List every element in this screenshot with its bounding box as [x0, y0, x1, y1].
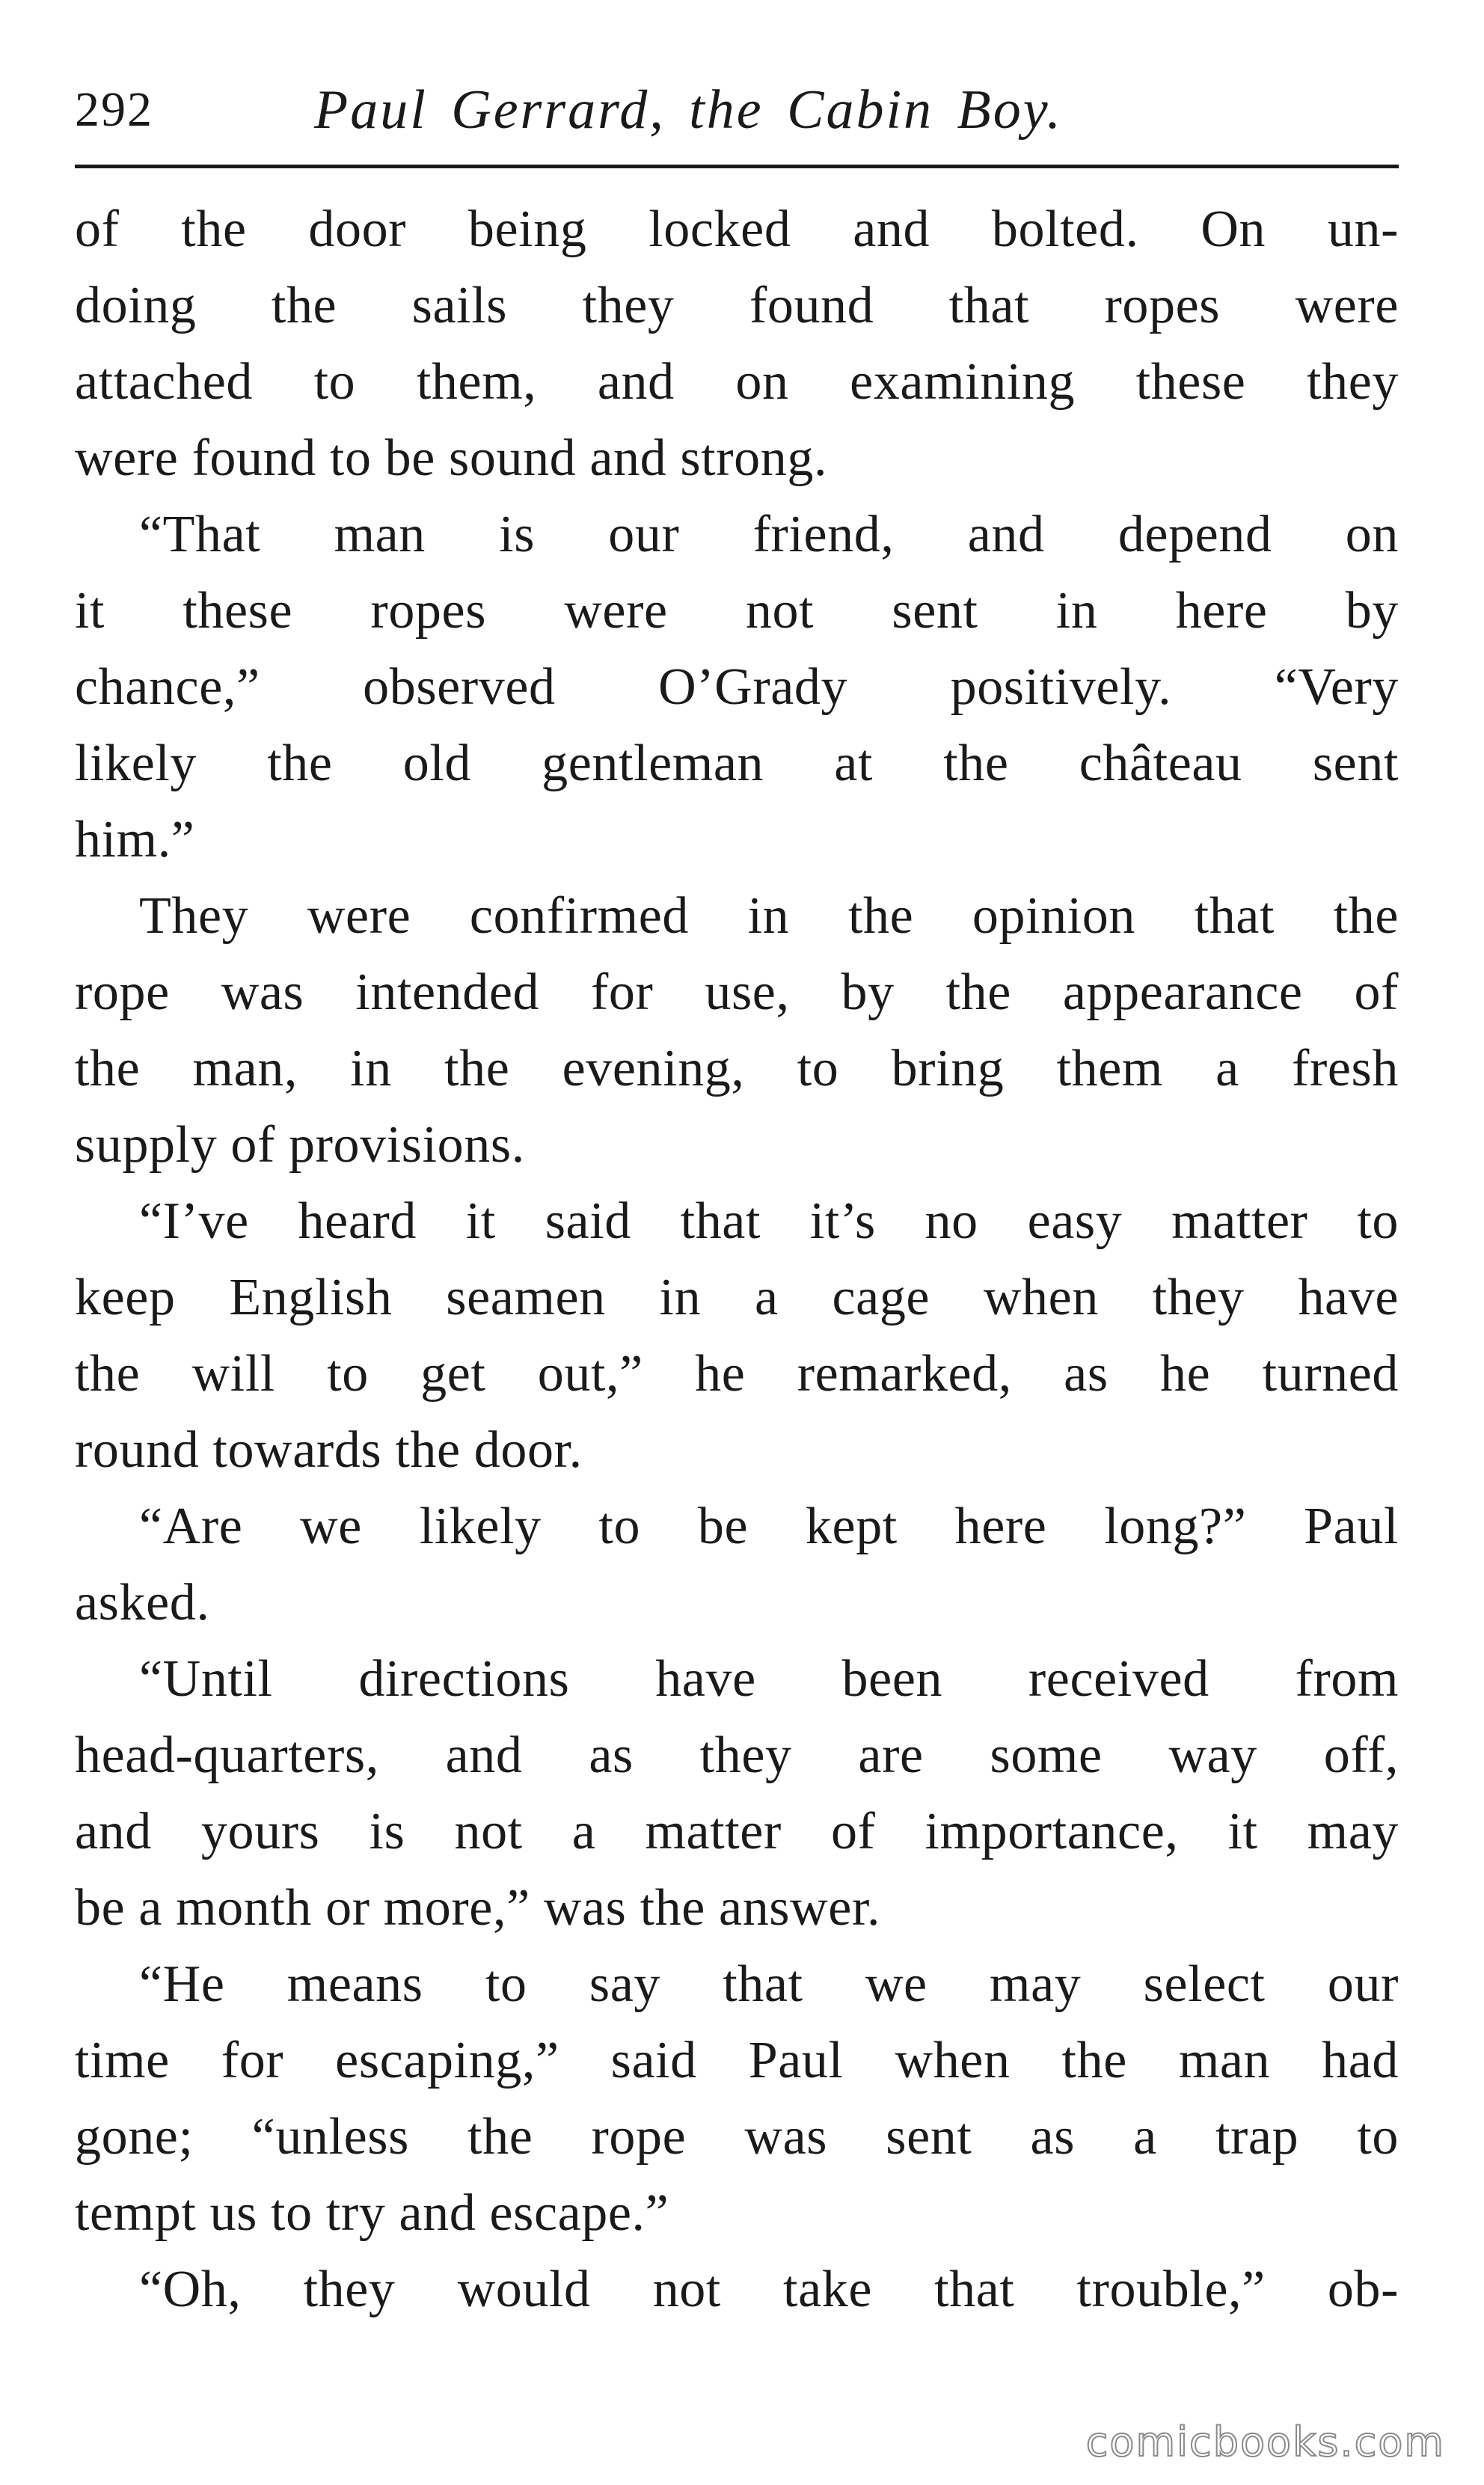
- text-line: “Until directions have been received from: [139, 1650, 1399, 1708]
- text-line: attached to them, and on examining these they: [75, 353, 1399, 411]
- text-line: gone; “unless the rope was sent as a trap to: [75, 2108, 1399, 2166]
- text-line: of the door being locked and bolted. On un-: [75, 200, 1399, 258]
- text-line: “Are we likely to be kept here long?” Paul: [139, 1498, 1399, 1555]
- text-line: “That man is our friend, and depend on: [139, 506, 1399, 563]
- text-line: doing the sails they found that ropes were: [75, 277, 1399, 334]
- page-number: 292: [75, 82, 153, 137]
- text-line: the will to get out,” he remarked, as he turned: [75, 1345, 1399, 1403]
- text-line: rope was intended for use, by the appearance of: [75, 963, 1399, 1021]
- text-line: They were confirmed in the opinion that the: [139, 887, 1399, 945]
- text-line: it these ropes were not sent in here by: [75, 582, 1399, 640]
- text-line: tempt us to try and escape.”: [75, 2184, 669, 2242]
- text-line: round towards the door.: [75, 1421, 583, 1479]
- text-line: the man, in the evening, to bring them a fresh: [75, 1040, 1399, 1097]
- text-line: were found to be sound and strong.: [75, 429, 828, 487]
- text-line: chance,” observed O’Grady positively. “Very: [75, 658, 1399, 716]
- text-line: “I’ve heard it said that it’s no easy matter to: [139, 1192, 1399, 1250]
- text-line: keep English seamen in a cage when they have: [75, 1269, 1399, 1326]
- text-line: time for escaping,” said Paul when the man had: [75, 2032, 1399, 2089]
- text-line: supply of provisions.: [75, 1116, 525, 1174]
- header-rule: [75, 165, 1399, 168]
- text-line: “He means to say that we may select our: [139, 1955, 1399, 2013]
- body-text: [75, 191, 1399, 2328]
- text-line: and yours is not a matter of importance, it may: [75, 1803, 1399, 1860]
- text-line: asked.: [75, 1574, 210, 1631]
- text-line: him.”: [75, 811, 195, 868]
- running-head: [75, 69, 1399, 151]
- text-line: be a month or more,” was the answer.: [75, 1879, 881, 1937]
- watermark: comicbooks.com: [1085, 2418, 1445, 2466]
- running-title: Paul Gerrard, the Cabin Boy.: [314, 79, 1063, 141]
- text-line: “Oh, they would not take that trouble,” ob-: [139, 2261, 1399, 2318]
- text-line: head-quarters, and as they are some way off,: [75, 1726, 1399, 1784]
- text-line: likely the old gentleman at the château sent: [75, 735, 1399, 792]
